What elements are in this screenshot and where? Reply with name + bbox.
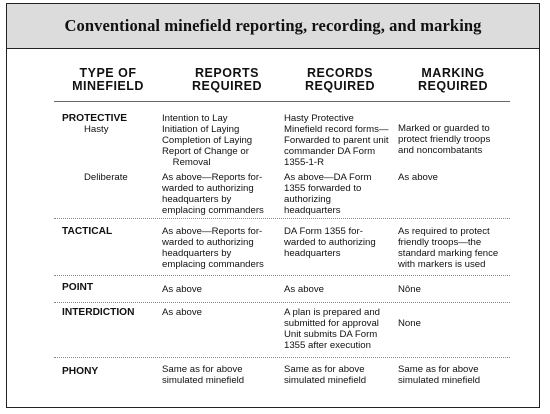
row-label-interdiction: INTERDICTION [62,307,135,318]
row-label-hasty: Hasty [84,124,109,135]
phony-marking: Same as for above simulated minefield [398,364,481,386]
interdiction-marking: None [398,318,421,329]
tactical-reports: As above—Reports for- warded to authorizing headquarters by emplacing commanders [162,226,264,270]
tactical-marking: As required to protect friendly troops—the standard marking fence with markers is used [398,226,499,270]
hasty-marking: Marked or guarded to protect friendly troops and noncombatants [398,123,491,156]
row-label-protective: PROTECTIVE [62,113,128,124]
point-records: As above [284,284,325,295]
row-separator [54,275,510,276]
phony-reports: Same as for above simulated minefield [162,364,245,386]
point-marking: Nône [398,284,421,295]
minefield-table-frame [6,3,540,408]
deliberate-marking: As above [398,172,439,183]
point-reports: As above [162,284,203,295]
row-label-point: POINT [62,282,94,293]
row-label-tactical: TACTICAL [62,226,113,237]
interdiction-reports: As above [162,307,203,318]
row-separator [54,218,510,219]
page-title: Conventional minefield reporting, recording, and marking [64,16,482,35]
header-type-of-minefield: TYPE OF MINEFIELD [72,66,144,93]
hasty-reports: Intention to Lay Initiation of Laying Completion of Laying Report of Change or Removal [162,113,253,168]
hasty-records: Hasty Protective Minefield record forms— Forwarded to parent unit commander DA Form 1355-1-R [284,113,389,168]
deliberate-reports: As above—Reports for- warded to authorizing headquarters by emplacing commanders [162,172,264,216]
interdiction-records: A plan is prepared and submitted for approval Unit submits DA Form 1355 after execution [284,307,381,351]
header-divider [54,101,510,102]
title-bar [7,4,539,49]
tactical-records: DA Form 1355 for- warded to authorizing headquarters [284,226,376,259]
header-marking-required: MARKING REQUIRED [418,66,488,93]
row-label-deliberate: Deliberate [84,172,128,183]
row-label-phony: PHONY [62,366,99,377]
header-reports-required: REPORTS REQUIRED [192,66,262,93]
phony-records: Same as for above simulated minefield [284,364,367,386]
header-records-required: RECORDS REQUIRED [305,66,375,93]
deliberate-records: As above—DA Form 1355 forwarded to authorizing headquarters [284,172,372,216]
row-separator [54,302,510,303]
row-separator [54,357,510,358]
